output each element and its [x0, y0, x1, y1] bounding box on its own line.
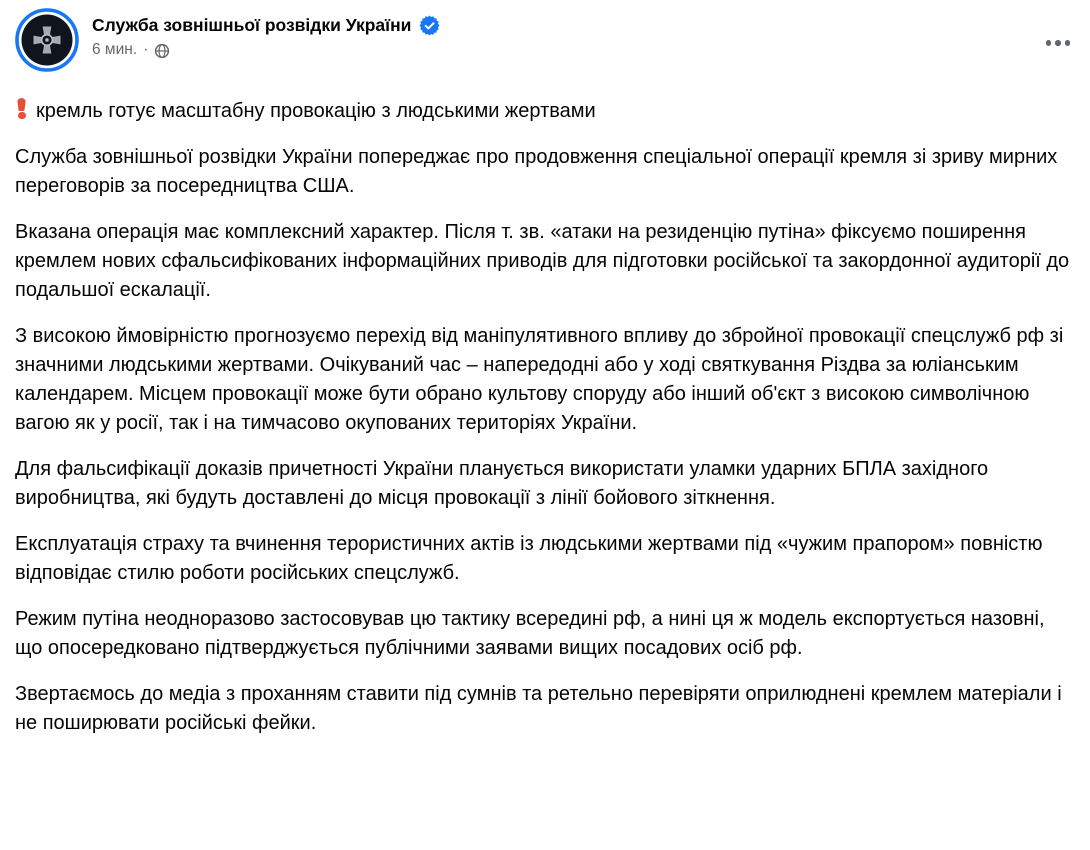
post-paragraph: Експлуатація страху та вчинення терористичних актів із людськими жертвами під «чужим прапором» повністю відповідає стилю роботи російських спецслужб.: [15, 533, 1043, 584]
ellipsis-icon: [1065, 40, 1071, 46]
post-headline: [15, 97, 1074, 126]
post-paragraph: З високою ймовірністю прогнозуємо перехід від маніпулятивного впливу до збройної провокації спецслужб рф зі значними людськими жертвами. Очікуваний час – напередодні або у ході святкування Різдва за юліанським календарем. Місцем провокації може бути обрано культову споруду або інший об'єкт з високою символічною вагою як у росії, так і на тимчасово окупованих територіях України.: [15, 325, 1064, 434]
verified-badge-icon: [419, 15, 440, 36]
name-row: [92, 15, 440, 37]
page-name-link[interactable]: Служба зовнішньої розвідки України: [92, 15, 412, 35]
post-paragraph: Для фальсифікації доказів причетності України планується використати уламки ударних БПЛА західного виробництва, які будуть доставлені до місця провокації з лінії бойового зіткнення.: [15, 458, 989, 509]
timestamp[interactable]: 6 мин.: [92, 40, 138, 58]
ellipsis-icon: [1055, 40, 1061, 46]
more-options-button[interactable]: [1038, 32, 1079, 54]
headline-text: кремль готує масштабну провокацію з людськими жертвами: [36, 100, 596, 122]
meta-row: [92, 41, 440, 60]
meta-separator: ·: [143, 40, 149, 58]
post-paragraph: Служба зовнішньої розвідки України попереджає про продовження спеціальної операції кремля зі зриву мирних переговорів за посередництва США.: [15, 146, 1058, 197]
post-header: [15, 8, 1074, 72]
globe-icon: [154, 43, 170, 59]
page-avatar[interactable]: [15, 8, 79, 72]
header-info: [92, 8, 440, 59]
post-paragraph: Режим путіна неодноразово застосовував цю тактику всередині рф, а нині ця ж модель експортується назовні, що опосередковано підтверджується публічними заявами вищих посадових осіб рф.: [15, 608, 1045, 659]
szru-emblem-icon: [15, 8, 79, 72]
ellipsis-icon: [1046, 40, 1052, 46]
post-text: [15, 97, 1074, 738]
post-paragraph: Звертаємось до медіа з проханням ставити під сумнів та ретельно перевіряти оприлюднені кремлем матеріали і не поширювати російські фейки.: [15, 683, 1062, 734]
red-exclamation-icon: [15, 98, 28, 119]
post-paragraph: Вказана операція має комплексний характер. Після т. зв. «атаки на резиденцію путіна» фіксуємо поширення кремлем нових сфальсифікованих інформаційних приводів для підготовки російської та закордонної аудиторії до подальшої ескалації.: [15, 221, 1070, 301]
